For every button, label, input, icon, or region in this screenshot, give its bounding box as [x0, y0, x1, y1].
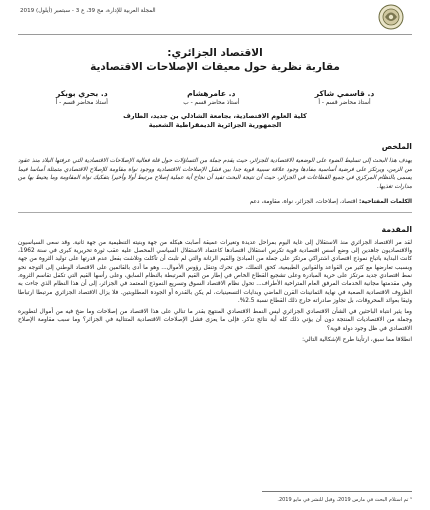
intro-paragraph: وما يثير انتباه الباحثين في الشأن الاقتصادي الجزائري ليس النمط الاقتصادي المنتهج بقدر ما تنالي على هذا الاقتصاد من إصلاحات وما ضخ فيه من أموال لتطويره وجملة من الاقتصاديات المنتجة دون أن يؤتي ذلك كله أية نتائج تذكر. فإلى ما يعزى فشل الإصلاحات الاقتصادية المتتالية في الجزائر؟ وما سبب مقاومة الإصلاح الاقتصادي في ظل وجود دولة قوية؟: [18, 309, 412, 332]
author-rank: أستاذ محاضر قسم - أ: [318, 100, 371, 106]
footnote: ¹ تم استلام البحث في مارس 2019، وقبل للنشر في مايو 2019.: [277, 497, 412, 503]
keywords: [18, 199, 412, 205]
introduction-body: [18, 239, 412, 345]
keywords-label: الكلمات المفتاحية:: [359, 198, 412, 205]
author-entry: [183, 89, 239, 106]
author-rank: أستاذ محاضر قسم - أ: [55, 100, 108, 106]
author-name: د. عامرهشام: [187, 89, 236, 98]
author-name: د. قاسمي شاكر: [314, 89, 375, 98]
abstract-heading: الملخص: [381, 142, 412, 151]
affiliation: [18, 112, 412, 130]
intro-paragraph: لقد مر الاقتصاد الجزائري منذ الاستقلال إلى غاية اليوم بمراحل عديدة وتغيرات عميقة أصابت هيكله من جهة وبنيته التنظيمية من جهة ثانية. وقد سعى السياسيون والاقتصاديون جاهدين إلى وضع أسس اقتصادية قوية تكرس استقلال اقتصادها كاعتماد الاستقلال السياسي المحصل عليه عقب ثورة تحريرية كبرى في سنة 1962، كانت البداية باتباع نموذج اقتصادي اشتراكي مرتكز على جملة من المبادئ والقيم الرئانة والتي لم تلبث أن تآكلت وتلاشت بفعل عدم قدرتها على توليد الثروة من جهة وبسبب تعارضها مع كثير من القواعد والقوانين الطبيعية، كحق التملك، حق تحرك وتنقل رؤوس الأموال... وهو ما أدى بالقائمين على الاقتصاد الوطني إلى التوجه نحو نمط اقتصادي جديد مرتكز على حرية المبادرة وعلى تشجيع القطاع الخاص في إطار من القيم المرتبطة بالنظام السابق، وعلى رأسها القيم التي تكفل تقاسم الثروة، وفي مقدمتها مجانية الخدمات المرفق العام المتراخية الأطراف... تحول نظام الاقتصاد السوق وتسريع النموذج المعتمد في الجزائر، إلى أن هذا النظام الذي جاءت به الظروف الاقتصادية الصعبة في نهاية الثمانينات القرن الماضي وبدايات التسعينيات، لم يكن بالقدرة أو الجودة المطلوبتين. فلا يزال الاقتصاد الجزائري مرتبطا ارتباطا وثيقا بعوائد المحروقات، بل تجاوز صادراته خارج ذلك القطاع نسبة 2.5%.: [18, 239, 412, 304]
journal-header: [18, 0, 412, 35]
author-entry: [315, 89, 375, 106]
author-rank: أستاذ محاضر قسم - ب: [183, 100, 240, 106]
footnote-divider: [262, 491, 412, 492]
keywords-text: اقتصاد، إصلاحات، الجزائر، نواة، مقاومة، دعم: [249, 198, 358, 205]
journal-logo: [376, 3, 406, 31]
introduction-heading: المقدمة: [381, 224, 412, 234]
intro-closing: انطلاقا مما سبق، ارتأينا طرح الإشكالية التالي:: [302, 337, 412, 344]
affiliation-country: الجمهورية الجزائرية الديمقراطية الشعبية: [148, 121, 282, 129]
section-divider: [18, 212, 412, 213]
author-list: [18, 89, 412, 106]
author-name: د. بحري بوبكر: [55, 89, 108, 98]
article-title-line2: مقاربة نظرية حول معيقات الإصلاحات الاقتصادية: [90, 61, 340, 73]
affiliation-faculty: كلية العلوم الاقتصادية، بجامعة الشاذلي بن جديد، الطارف: [123, 112, 307, 120]
abstract-text: يهدف هذا البحث إلى تسليط الضوء على الوضعية الاقتصادية للجزائر، حيث يقدم جملة من التساؤلات حول قلة فعالية الإصلاحات الاقتصادية التي عرفتها البلاد منذ عقود من الزمن، ويرتكز على فرضية أساسية مفادها وجود علاقة سببية قوية جدا بين فشل الإصلاحات الاقتصادية ووجود نواة مقاومة للإصلاح الاقتصادي متمثلة أساسا فيما يسمى بالنظام المركزي في جميع القطاعات في الجزائر، حيث أن نتيجة البحث تفيد أن نجاح أية عملية إصلاح مرتبط أولا وأخيرا بتفكيك نواة المقاومة وما يحيط بها من مدارات تغذيها.: [18, 158, 412, 191]
author-entry: [56, 89, 108, 106]
journal-citation: المجلة العربية للإدارة، مج 39، ع 3 - سبتمبر (أيلول) 2019: [20, 8, 156, 14]
article-title-line1: الاقتصاد الجزائري:: [167, 47, 263, 59]
